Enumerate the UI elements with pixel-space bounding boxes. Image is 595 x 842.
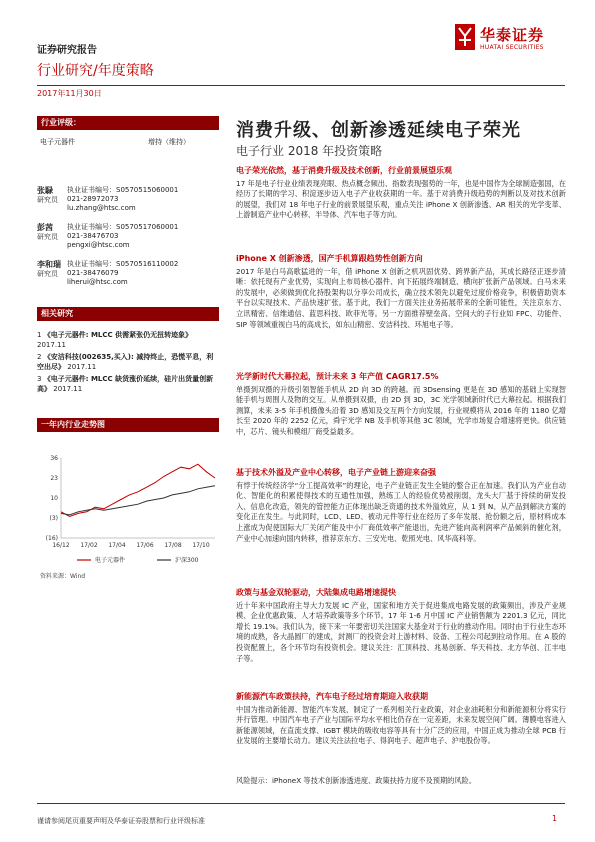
- section-block: [236, 588, 566, 664]
- section-heading: 光学新时代大幕拉起，预计未来 3 年产值 CAGR17.5%: [236, 372, 439, 381]
- report-title: 消费升级、创新渗透延续电子荣光: [236, 120, 521, 141]
- analyst-email[interactable]: lu.zhang@htsc.com: [67, 204, 136, 212]
- related-item[interactable]: 2 《安洁科技(002635,买入): 减持终止，恐慌平息，利空出尽》 2017.11: [37, 353, 214, 371]
- section-body: 中国为推动新能源、智能汽车发展，制定了一系列相关行业政策，对企业油耗积分和新能源积分将实行并行管理。中国汽车电子产业与国际平均水平相比仍存在一定差距，未来发展空间广阔。薄膜电容进入新能源领域，在直流支撑、IGBT 模块的吸收电容等具有十分广泛的应用，中国正成为推动全球 PCB 行业发展的主要增长动力。建议关注法拉电子、得润电子、超声电子、沪电股份等。: [236, 704, 566, 746]
- trend-chart-svg: [37, 452, 219, 570]
- cert-label: 执业证书编号：: [67, 223, 116, 231]
- related-item[interactable]: 3 《电子元器件: MLCC 缺货涨价延续，硅片出货量创新高》 2017.11: [37, 375, 214, 393]
- analyst-role: 研究员: [37, 196, 58, 204]
- section-body: 17 年是电子行业业绩表现亮眼、热点概念频出、指数表现强势的一年，也是中国作为全球制造强国，在经历了长期的学习、积淀逐步迈入电子产业收获期的一年。基于对消费升级趋势的判断以及对技术创新的展望，我们对 18 年电子行业的前景展望乐观，重点关注 iPhone X 创新渗透、AR 相关的光学变革、上游制造产业中心转移、半导体、汽车电子等方向。: [236, 178, 566, 220]
- y-tick-label: 10: [50, 495, 58, 502]
- y-tick-label: (16): [45, 535, 58, 542]
- x-tick-label: 17/04: [108, 542, 126, 549]
- header-divider: [37, 85, 565, 86]
- huatai-logo: [455, 22, 565, 62]
- analyst-role: 研究员: [37, 233, 58, 241]
- analyst-phone: 021-38476079: [67, 269, 119, 277]
- huatai-logo-icon: [455, 24, 475, 50]
- section-heading: 新能源汽车政策扶持，汽车电子经过培育期迎入收获期: [236, 692, 428, 701]
- report-date: 2017年11月30日: [37, 89, 102, 98]
- analyst-phone: 021-28972073: [67, 195, 119, 203]
- analyst-cert: S0570516110002: [116, 260, 179, 268]
- risk-note: 风险提示：iPhoneX 等技术创新渗透进度、政策扶持力度不及预期的风险。: [236, 776, 476, 785]
- analyst-name: 张騄: [37, 186, 53, 195]
- analyst-phone: 021-38476703: [67, 232, 119, 240]
- chart-section-bar: 一年内行业走势图: [37, 418, 219, 432]
- x-tick-label: 17/06: [136, 542, 154, 549]
- y-tick-label: 23: [50, 475, 58, 482]
- analyst-name: 彭茜: [37, 223, 53, 232]
- cert-label: 执业证书编号：: [67, 186, 116, 194]
- rating-industry: 电子元器件: [40, 138, 75, 146]
- section-block: [236, 692, 566, 747]
- section-heading: 电子荣光依然，基于消费升级及技术创新，行业前景展望乐观: [236, 166, 452, 175]
- rating-section-bar: 行业评级：: [37, 116, 219, 130]
- analyst-card: [37, 260, 219, 300]
- section-block: [236, 254, 566, 330]
- logo-text-en: HUATAI SECURITIES: [480, 44, 544, 51]
- series-line: [61, 464, 215, 516]
- section-heading: 政策与基金双轮驱动，大陆集成电路增速提快: [236, 588, 396, 597]
- footer-disclaimer[interactable]: 谨请参阅尾页重要声明及华泰证券股票和行业评级标准: [37, 817, 205, 825]
- analyst-role: 研究员: [37, 270, 58, 278]
- report-subtitle: 电子行业 2018 年投资策略: [236, 144, 383, 158]
- industry-trend-chart: [37, 452, 219, 582]
- footer-divider: [37, 803, 565, 804]
- section-heading: iPhone X 创新渗透，国产手机算跟趋势性创新方向: [236, 254, 423, 263]
- x-tick-label: 16/12: [52, 542, 70, 549]
- logo-text-cn: 华泰证券: [480, 26, 545, 44]
- chart-source: 资料来源：Wind: [40, 573, 86, 580]
- y-tick-label: (3): [49, 515, 58, 522]
- analyst-cert: S0570515060001: [116, 186, 179, 194]
- analyst-email[interactable]: pengxi@htsc.com: [67, 241, 130, 249]
- x-tick-label: 17/02: [80, 542, 98, 549]
- cert-label: 执业证书编号：: [67, 260, 116, 268]
- related-section-bar: 相关研究: [37, 307, 219, 321]
- analyst-name: 李和瑞: [37, 260, 61, 269]
- section-body: 有悖于传统经济学“分工提高效率”的理论，电子产业链正发生全链的整合正在加速。我们认为产业自动化、智能化的积累使得技术的互通性加强，熟练工人的经验优势被削弱，龙头大厂基于持续的研发投入、信息化改造，领先的管控能力正体现出缺乏资通的技术外溢效应，从 1 到 N、从产品到解决方案的变化正在发生。与此同时，LCD、LED、被动元件等行业在经历了多年发展、抢份额之后，原材料成本上涨成为促使国际大厂关闭产能及中小厂商低效率产能退出，先进产能向高利润率产品倾斜的催化剂，产业中心加速向国内转移，推荐京东方、三安光电、乾照光电、风华高科等。: [236, 480, 566, 543]
- y-tick-label: 36: [50, 455, 58, 462]
- section-body: 单摄到双摄的升级引领智能手机从 2D 向 3D 的跨越。而 3Dsensing 更是在 3D 感知的基础上实现智能手机与周围人及物的交互。从单摄到双摄，由 2D 到 3D，3C 光学领域新时代已大幕拉起。根据我们测算，未来 3-5 年手机摄像头沿着 3D 感知及交互两个方向发展，行业规模将从 2016 年的 1180 亿增长至 2020 年的 2252 亿元，舜宇光学 NB 及手机等其他 3C 领域，光学市场复合增速将更快。供应链中，芯片、镜头和模组厂商受益最多。: [236, 384, 566, 436]
- section-block: [236, 166, 566, 221]
- section-body: 近十年来中国政府主导大力发展 IC 产业，国家和地方关于促进集成电路发展的政策频出，涉及产业规模、企业优惠政策、人才培养政策等多个环节。17 年 1-6 月中国 IC 产业销售额为 2201.3 亿元，同比增长 19.1%。我们认为，接下来一年要密切关注国家大基金对于行业的推动作用。同时由于行业生态环境的成熟，各大晶圆厂的建成，封测厂的投资会对上游材料、设备、工程公司起到拉动作用。在 A 股的投资配置上，各个环节均有投资机会。建议关注：汇顶科技、兆易创新、华天科技、北方华创、江丰电子等。: [236, 600, 566, 663]
- page-number: 1: [552, 814, 558, 823]
- legend-label: 沪深300: [175, 557, 199, 564]
- x-tick-label: 17/10: [192, 542, 210, 549]
- analyst-card: [37, 223, 219, 263]
- section-heading: 基于技术外溢及产业中心转移，电子产业链上游迎来奋强: [236, 468, 436, 477]
- related-item[interactable]: 1 《电子元器件: MLCC 供需紧张仍无扭转迹象》 2017.11: [37, 331, 193, 349]
- analyst-email[interactable]: liherui@htsc.com: [67, 278, 128, 286]
- section-block: [236, 372, 566, 438]
- rating-value: 增持（维持）: [148, 138, 190, 146]
- section-block: [236, 468, 566, 544]
- report-type-label: 证券研究报告: [37, 45, 97, 56]
- report-category: 行业研究/年度策略: [37, 63, 154, 79]
- series-line: [61, 486, 215, 515]
- analyst-cert: S0570517060001: [116, 223, 179, 231]
- related-research-list: [37, 330, 219, 396]
- section-body: 2017 年是白马高歌猛进的一年，借 iPhone X 创新之机巩固优势、跨界新产品，其成长路径正逐步清晰：依托现有产业优势，实现向上布局核心器件、向下拓展终端制造、横向扩张新产品领域。白马未来的发展中，必须做到优化持股架构以分享公司成长，确立技术领先以避免过度价格竞争，积极借助资本平台以实现技术、产品快速扩张。基于此，我们一方面关注业务拓展带来的全新可能性，关注京东方、立讯精密、信维通信、蓝思科技、欧菲光等。另一方面推荐壁垒高、空间大的子行业如 FPC、功能件、SIP 等领域重视白马的高成长，如东山精密、安洁科技、环旭电子等。: [236, 266, 566, 329]
- x-tick-label: 17/08: [164, 542, 182, 549]
- analyst-card: [37, 186, 219, 226]
- legend-label: 电子元器件: [95, 557, 126, 564]
